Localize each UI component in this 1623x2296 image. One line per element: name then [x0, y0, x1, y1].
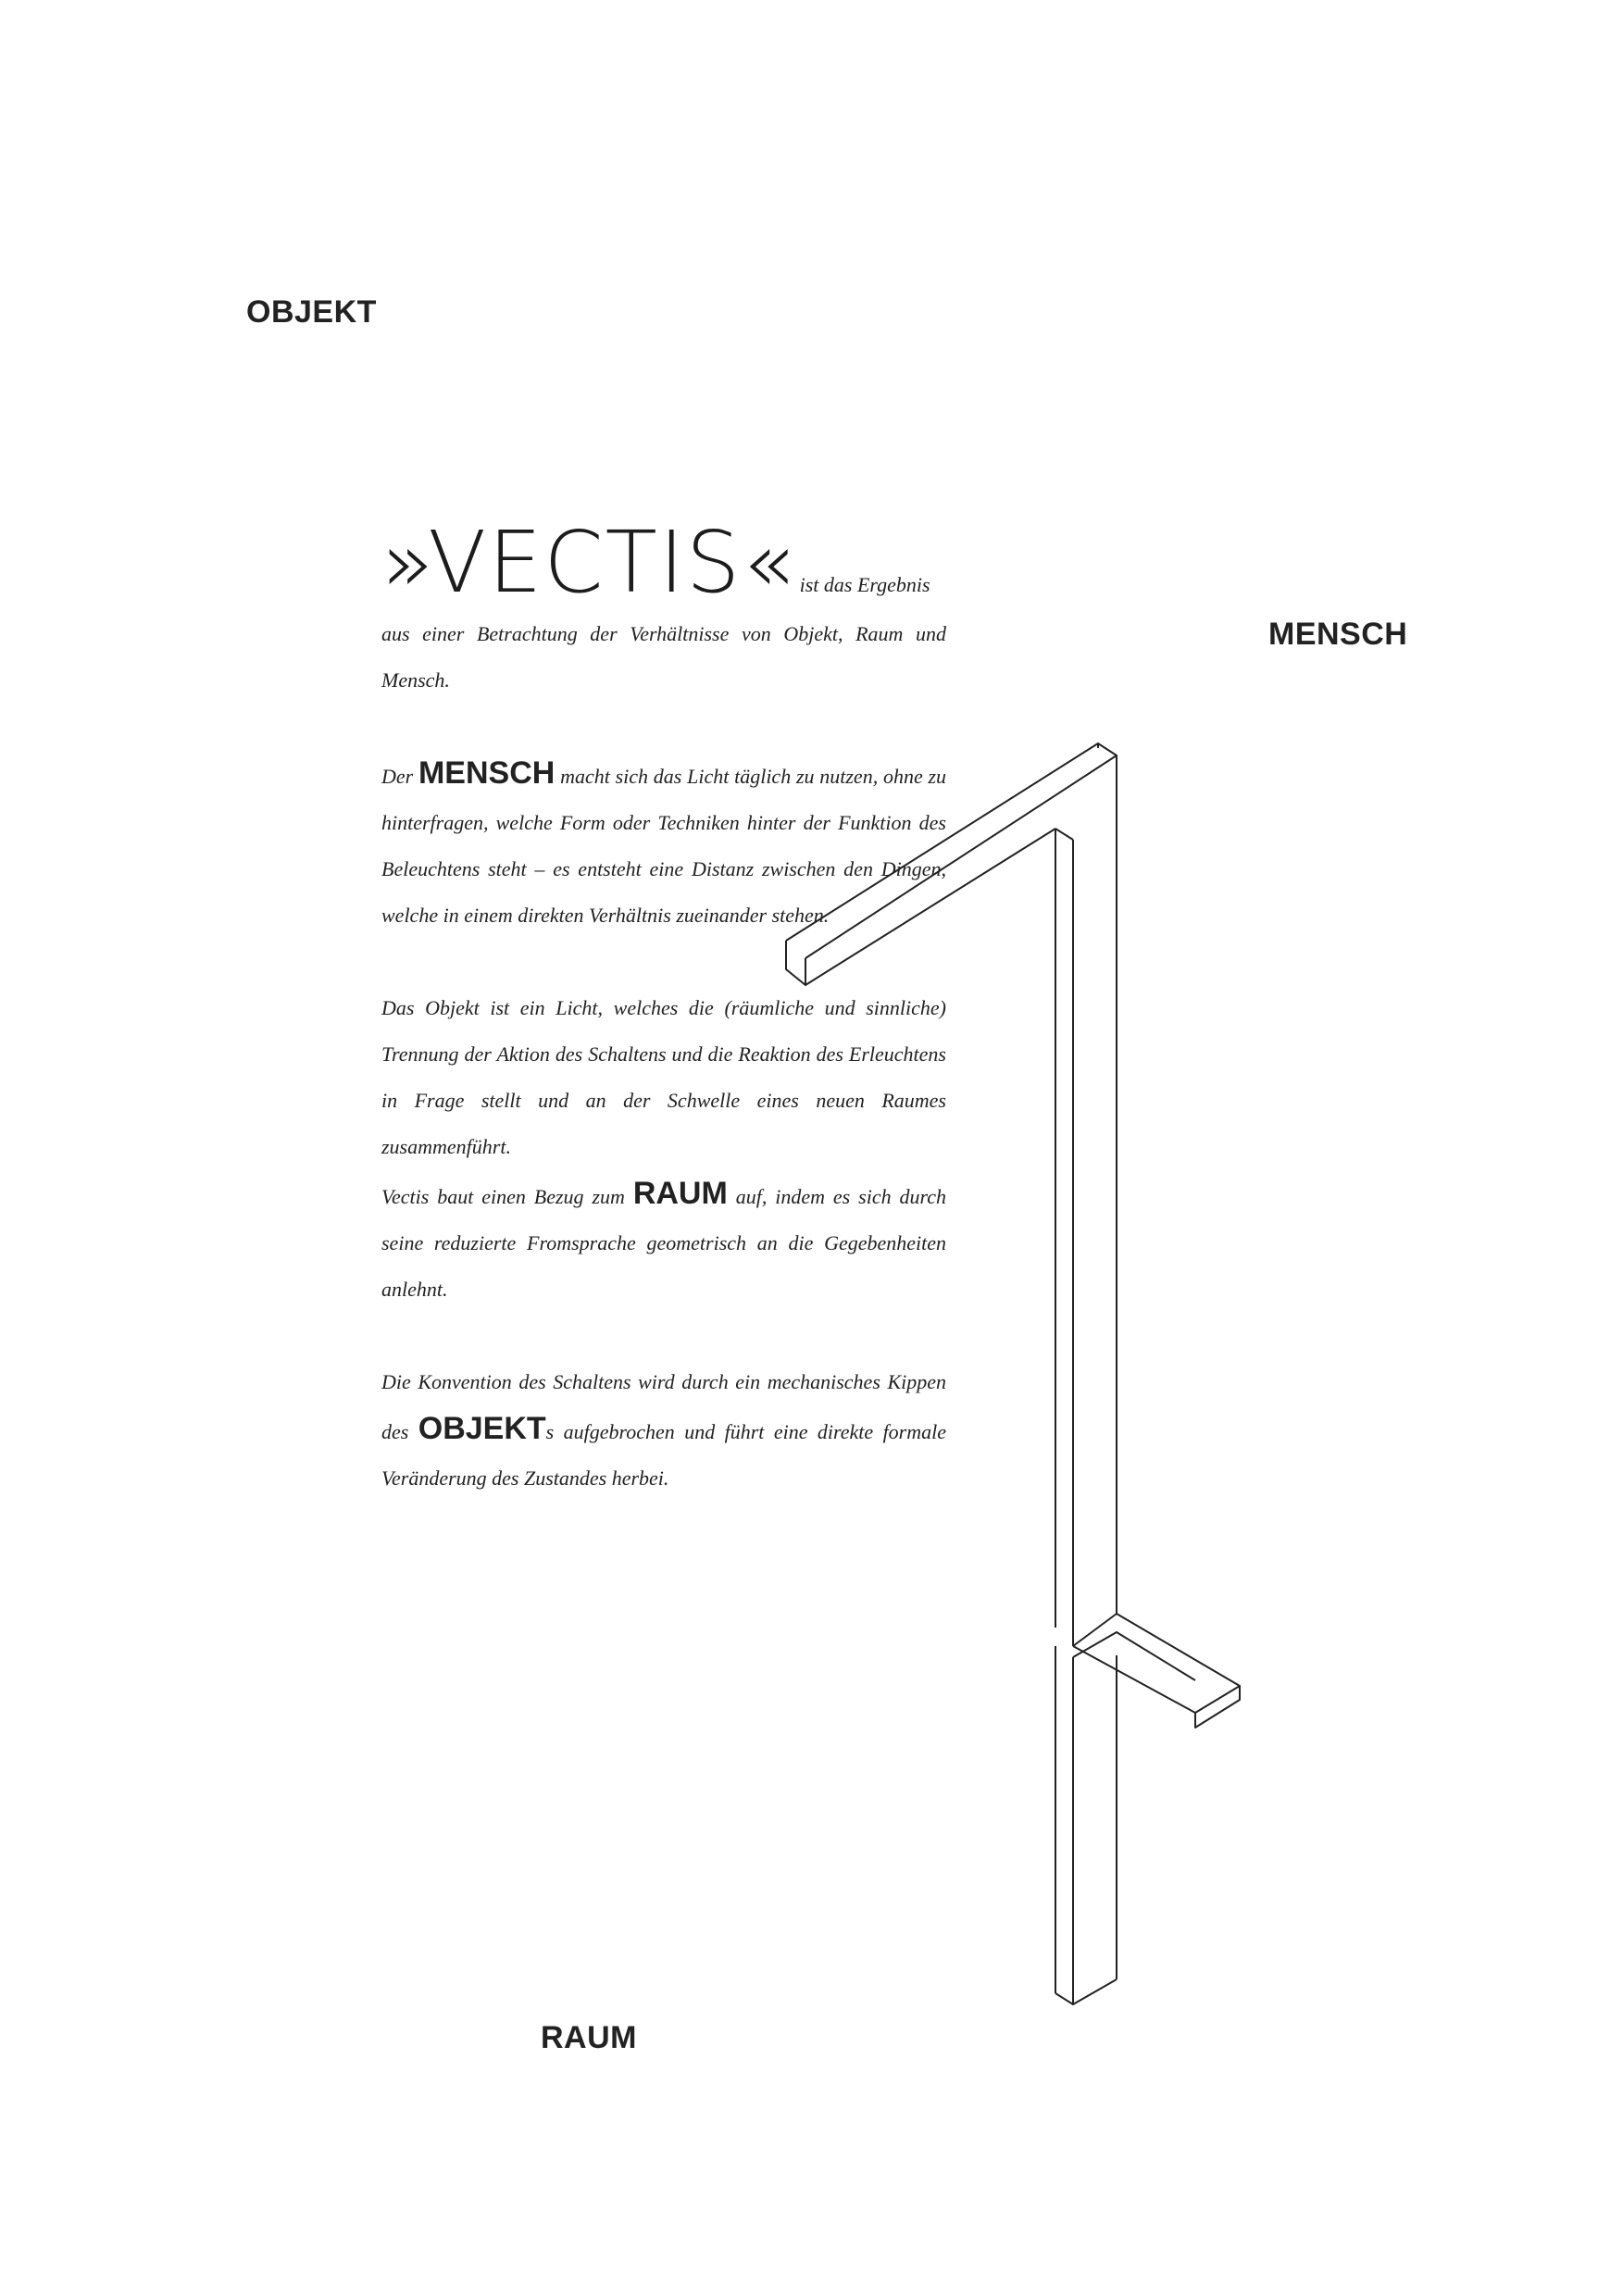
- intro-paragraph: [381, 611, 946, 704]
- label-objekt: OBJEKT: [246, 294, 377, 330]
- para3-post: s aufgebrochen und führt eine direkte formale Veränderung des Zustandes herbei.: [381, 1420, 947, 1490]
- label-mensch: MENSCH: [1268, 617, 1408, 652]
- title-line: [381, 513, 946, 612]
- para2-pre: Vectis baut einen Bezug zum: [381, 1185, 625, 1208]
- keyword-raum: RAUM: [632, 1176, 728, 1211]
- para2-text1: Das Objekt ist ein Licht, welches die (räumliche und sinnliche) Trennung der Aktion des Schaltens und die Reaktion des Erleuchtens in Frage stellt und an der Schwelle eines neuen Raumes zusammenführt.: [381, 996, 946, 1158]
- para3-pre: Die Konvention des Schaltens wird durch ein mechanisches Kippen des: [381, 1370, 946, 1443]
- para2-post: auf, indem es sich durch seine reduzierte Fromsprache geometrisch an die Gegebenheiten anlehnt.: [381, 1185, 946, 1301]
- paragraph-objekt: [381, 1359, 946, 1502]
- body-text: [381, 611, 946, 1548]
- paragraph-raum: [381, 1170, 946, 1313]
- para1-pre: Der: [381, 765, 414, 788]
- keyword-mensch: MENSCH: [418, 755, 556, 791]
- title-vectis: »VECTIS«: [381, 513, 796, 612]
- intro-continuation: aus einer Betrachtung der Verhältnisse von Objekt, Raum und Mensch.: [381, 622, 946, 692]
- keyword-objekt: OBJEKT: [418, 1411, 546, 1446]
- paragraph-mensch: [381, 750, 946, 939]
- lamp-lower-arm: [1073, 1614, 1240, 1728]
- intro-first-line: ist das Ergebnis: [799, 573, 930, 596]
- para1-post: macht sich das Licht täglich zu nutzen, ohne zu hinterfragen, welche Form oder Techniken hinter der Funktion des Beleuchtens steht – es entsteht eine Distanz zwischen den Dingen, welche in einem direkten Verhältnis zueinander stehen.: [381, 765, 947, 927]
- lamp-post: [1055, 743, 1117, 2004]
- label-raum: RAUM: [541, 2020, 637, 2055]
- paragraph-objekt-licht: [381, 985, 946, 1170]
